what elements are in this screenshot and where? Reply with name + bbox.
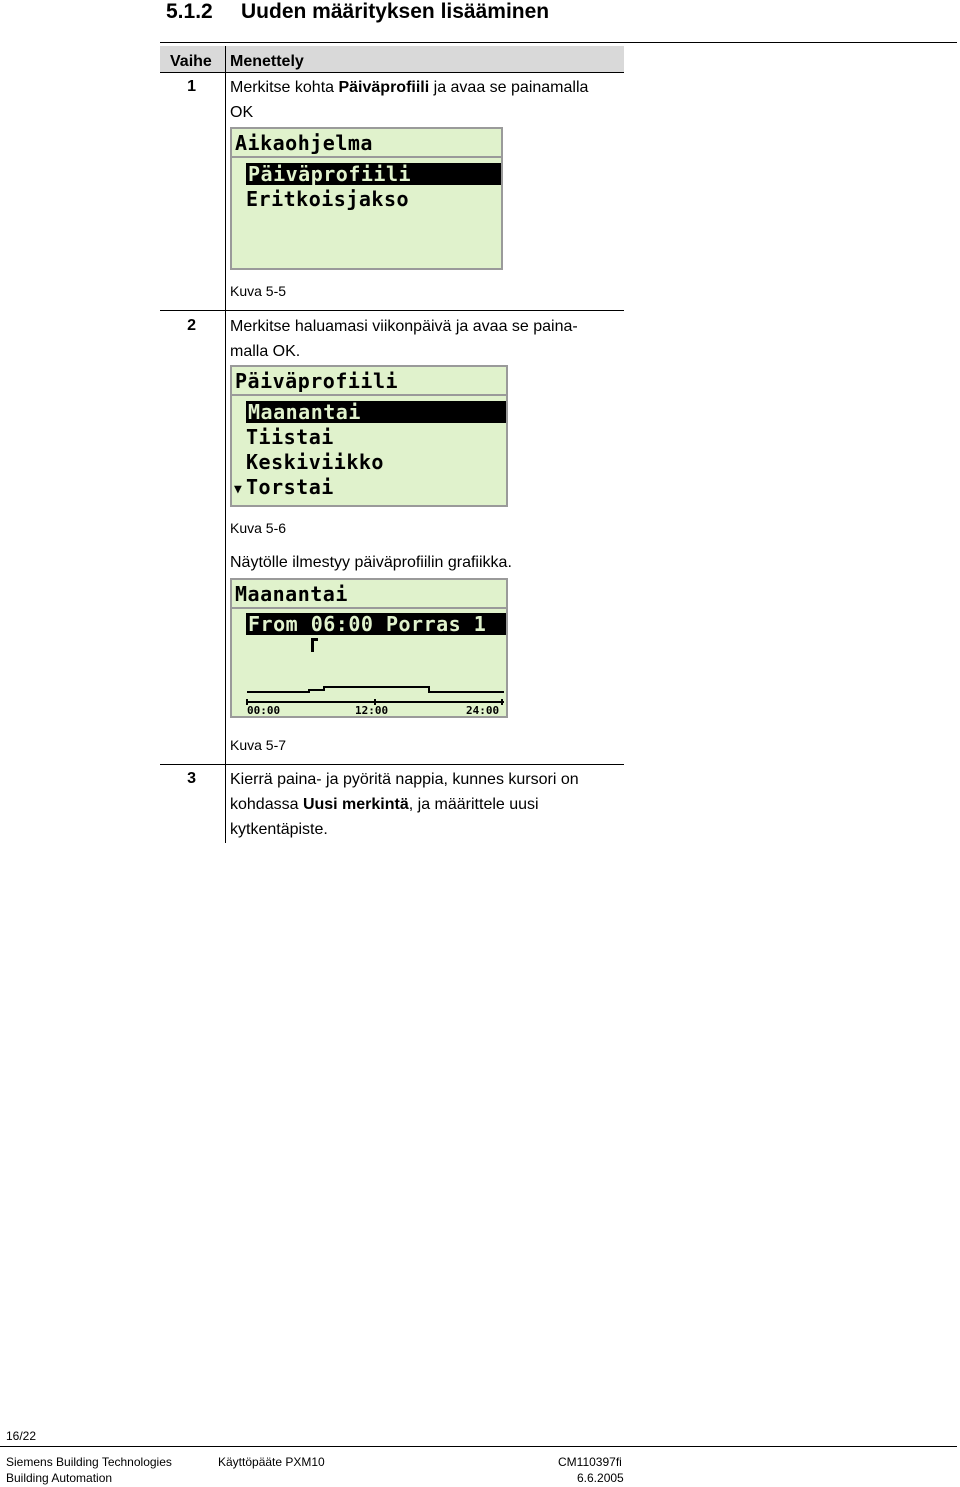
scroll-down-arrow-icon: ▼ [234,482,242,497]
lcd-1-item: Eritkoisjakso [246,187,410,211]
lcd-2-title-line [232,394,506,396]
lcd-screen-2 [230,365,508,507]
step-1-text [230,75,588,100]
lcd-3-selected-entry: From 06:00 Porras 1 [246,613,506,635]
step-2-note: Näytölle ilmestyy päiväprofiilin grafiikka. [230,554,512,571]
lcd-2-item: Tiistai [246,425,334,449]
graph-tick-label: 00:00 [247,704,281,717]
footer-divider [0,1446,957,1447]
caption-figure-5-5: Kuva 5-5 [230,283,287,299]
step-2-text-line2: malla OK. [230,343,301,360]
step-3-number: 3 [187,770,196,787]
lcd-2-item: Keskiviikko [246,450,384,474]
footer-date: 6.6.2005 [577,1471,624,1485]
graph-tick-label: 24:00 [466,704,500,717]
lcd-1-title: Aikaohjelma [235,131,373,155]
section-title: Uuden määrityksen lisääminen [241,0,550,23]
page-number: 16/22 [6,1429,37,1443]
lcd-2-title: Päiväprofiili [235,369,399,393]
step-3-text-a: kohdassa [230,796,303,813]
lcd-1-title-line [232,156,501,158]
lcd-3-title: Maanantai [235,582,348,606]
step-1-number: 1 [187,78,196,95]
step-1-text-a: Merkitse kohta [230,79,339,96]
step-3-text-line3: kytkentäpiste. [230,821,328,838]
col-header-step: Vaihe [170,53,212,70]
step-2-number: 2 [187,317,196,334]
lcd-2-item-selected: Maanantai [246,401,506,423]
step-3-text-bold: Uusi merkintä [302,796,409,813]
step-3-text-line2 [230,792,539,817]
heading-divider [160,42,957,43]
caption-figure-5-6: Kuva 5-6 [230,520,287,536]
header-divider [160,72,624,73]
step-1-text-ok: OK [230,104,254,121]
row-divider-2 [160,764,624,765]
footer-product: Käyttöpääte PXM10 [218,1455,325,1469]
footer-company: Siemens Building Technologies [6,1455,172,1469]
step-1-text-bold: Päiväprofiili [338,79,430,96]
step-2-text-line1: Merkitse haluamasi viikonpäivä ja avaa se paina- [230,318,578,335]
footer-division: Building Automation [6,1471,113,1485]
col-header-procedure: Menettely [230,53,304,70]
caption-figure-5-7: Kuva 5-7 [230,737,287,753]
row-divider-1 [160,310,624,311]
section-heading [166,0,549,24]
graph-tick-label: 12:00 [355,704,389,717]
step-3-text-b: , ja määrittele uusi [408,796,539,813]
step-3-text-line1: Kierrä paina- ja pyöritä nappia, kunnes kursori on [230,771,579,788]
table-column-divider [225,46,226,843]
step-1-text-b: ja avaa se painamalla [429,79,589,96]
lcd-1-item-selected: Päiväprofiili [246,163,501,185]
lcd-2-item: Torstai [246,475,334,499]
lcd-screen-3 [230,578,508,718]
footer-doc-id: CM110397fi [558,1455,622,1469]
day-profile-graph [232,580,506,716]
lcd-screen-1 [230,127,503,270]
time-cursor-flag [311,638,318,641]
profile-step-line [247,687,504,692]
section-number: 5.1.2 [166,0,213,23]
